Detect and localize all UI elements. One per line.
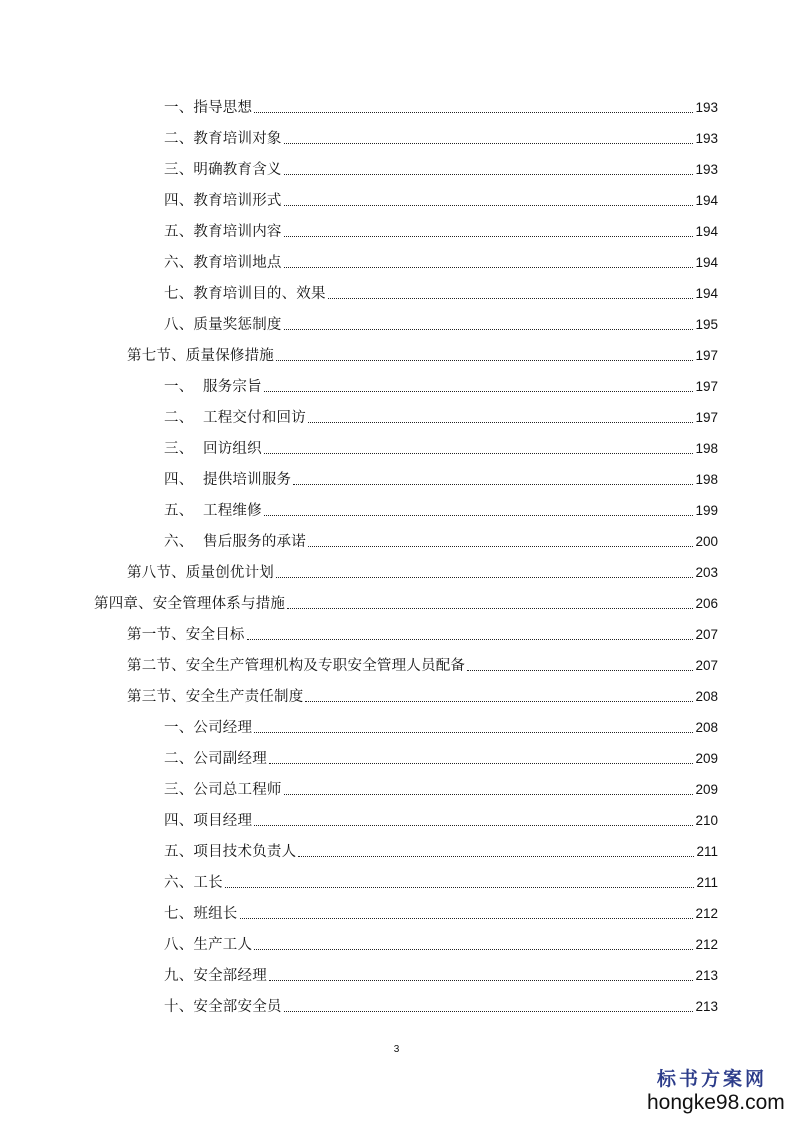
toc-entry-title: 八、生产工人 (164, 937, 253, 953)
toc-entry-page: 197 (695, 348, 718, 363)
toc-entry-page: 206 (695, 596, 718, 611)
toc-entry-page: 199 (695, 503, 718, 518)
toc-entry-page: 198 (695, 441, 718, 456)
toc-leader (269, 980, 694, 981)
toc-leader (284, 1011, 694, 1012)
toc-entry-title: 一、公司经理 (164, 720, 253, 736)
toc-entry[interactable] (127, 341, 718, 365)
toc-leader (284, 794, 694, 795)
toc-entry-page: 212 (695, 937, 718, 952)
toc-entry-page: 200 (695, 534, 718, 549)
toc-entry[interactable] (164, 899, 718, 923)
toc-entry-title: 三、明确教育含义 (164, 162, 282, 178)
toc-leader (284, 205, 694, 206)
toc-leader (254, 825, 693, 826)
watermark-domain: hongke98.com (647, 1091, 785, 1114)
toc-entry-title: 五、项目技术负责人 (164, 844, 297, 860)
toc-entry-title: 第七节、质量保修措施 (127, 348, 274, 364)
toc-leader (276, 577, 693, 578)
toc-entry-page: 207 (695, 627, 718, 642)
toc-entry-title: 第八节、质量创优计划 (127, 565, 274, 581)
toc-entry-title: 一、 服务宗旨 (164, 379, 262, 395)
toc-entry[interactable] (164, 186, 718, 210)
toc-entry[interactable] (164, 837, 718, 861)
toc-entry[interactable] (164, 744, 718, 768)
toc-entry[interactable] (164, 310, 718, 334)
toc-leader (328, 298, 694, 299)
toc-entry-title: 第三节、安全生产责任制度 (127, 689, 304, 705)
toc-entry[interactable] (164, 403, 718, 427)
toc-entry[interactable] (164, 465, 718, 489)
toc-entry-page: 211 (696, 844, 718, 859)
page-number: 3 (393, 1044, 400, 1055)
toc-entry-page: 209 (695, 751, 718, 766)
toc-leader (225, 887, 695, 888)
toc-leader (293, 484, 693, 485)
toc-leader (264, 453, 694, 454)
toc-entry[interactable] (164, 868, 718, 892)
toc-entry[interactable] (164, 992, 718, 1016)
toc-leader (284, 143, 694, 144)
toc-entry[interactable] (127, 651, 718, 675)
toc-entry-title: 三、 回访组织 (164, 441, 262, 457)
toc-entry-page: 194 (695, 193, 718, 208)
watermark-title: 标书方案网 (656, 1068, 767, 1090)
toc-entry[interactable] (164, 279, 718, 303)
toc-entry-title: 四、教育培训形式 (164, 193, 282, 209)
toc-entry-title: 十、安全部安全员 (164, 999, 282, 1015)
toc-entry-page: 203 (695, 565, 718, 580)
toc-entry[interactable] (164, 961, 718, 985)
toc-entry-page: 208 (695, 720, 718, 735)
toc-entry[interactable] (164, 496, 718, 520)
toc-entry-title: 四、 提供培训服务 (164, 472, 292, 488)
toc-leader (254, 112, 693, 113)
toc-entry-title: 六、教育培训地点 (164, 255, 282, 271)
toc-entry-page: 209 (695, 782, 718, 797)
toc-leader (254, 732, 693, 733)
toc-entry[interactable] (164, 217, 718, 241)
toc-entry-page: 207 (695, 658, 718, 673)
toc-leader (284, 329, 694, 330)
toc-leader (284, 267, 694, 268)
toc-entry-page: 208 (695, 689, 718, 704)
toc-entry-title: 九、安全部经理 (164, 968, 267, 984)
toc-entry[interactable] (127, 620, 718, 644)
toc-leader (298, 856, 694, 857)
toc-entry-title: 三、公司总工程师 (164, 782, 282, 798)
toc-entry-title: 七、班组长 (164, 906, 238, 922)
watermark (647, 1068, 785, 1116)
toc-entry[interactable] (164, 775, 718, 799)
toc-entry[interactable] (164, 930, 718, 954)
toc-entry[interactable] (164, 124, 718, 148)
toc-entry-title: 二、公司副经理 (164, 751, 267, 767)
toc-entry[interactable] (164, 713, 718, 737)
toc-entry[interactable] (164, 372, 718, 396)
toc-entry-page: 193 (695, 100, 718, 115)
toc-entry[interactable] (127, 558, 718, 582)
toc-entry[interactable] (164, 434, 718, 458)
toc-entry-page: 213 (695, 968, 718, 983)
toc-entry-page: 194 (695, 286, 718, 301)
toc-entry[interactable] (164, 806, 718, 830)
toc-leader (240, 918, 694, 919)
toc-entry-page: 210 (695, 813, 718, 828)
toc-entry-page: 195 (695, 317, 718, 332)
toc-leader (276, 360, 693, 361)
toc-leader (308, 422, 694, 423)
toc-entry-page: 197 (695, 410, 718, 425)
toc-leader (264, 515, 694, 516)
toc-entry-page: 213 (695, 999, 718, 1014)
toc-leader (264, 391, 694, 392)
toc-entry-page: 194 (695, 255, 718, 270)
toc-leader (467, 670, 693, 671)
toc-entry[interactable] (127, 682, 718, 706)
toc-entry-title: 五、 工程维修 (164, 503, 262, 519)
toc-entry-title: 二、教育培训对象 (164, 131, 282, 147)
toc-entry-page: 194 (695, 224, 718, 239)
toc-leader (284, 174, 694, 175)
toc-entry-title: 四、项目经理 (164, 813, 253, 829)
toc-entry[interactable] (164, 93, 718, 117)
toc-entry[interactable] (164, 527, 718, 551)
toc-entry-page: 193 (695, 131, 718, 146)
toc-entry-page: 211 (696, 875, 718, 890)
toc-leader (254, 949, 693, 950)
toc-entry-page: 193 (695, 162, 718, 177)
toc-entry-title: 五、教育培训内容 (164, 224, 282, 240)
toc-entry-title: 六、工长 (164, 875, 223, 891)
toc-entry-page: 198 (695, 472, 718, 487)
toc-entry-title: 二、 工程交付和回访 (164, 410, 306, 426)
toc-entry[interactable] (164, 248, 718, 272)
toc-leader (269, 763, 694, 764)
toc-entry[interactable] (164, 155, 718, 179)
toc-entry-title: 第四章、安全管理体系与措施 (94, 596, 286, 612)
toc-entry-title: 第二节、安全生产管理机构及专职安全管理人员配备 (127, 658, 466, 674)
toc-leader (287, 608, 693, 609)
toc-leader (247, 639, 694, 640)
toc-entry-page: 212 (695, 906, 718, 921)
toc-entry-title: 一、指导思想 (164, 100, 253, 116)
toc-entry-page: 197 (695, 379, 718, 394)
toc-entry-title: 第一节、安全目标 (127, 627, 245, 643)
toc-entry-title: 七、教育培训目的、效果 (164, 286, 326, 302)
toc-entry-title: 八、质量奖惩制度 (164, 317, 282, 333)
toc-leader (284, 236, 694, 237)
toc-entry-title: 六、 售后服务的承诺 (164, 534, 306, 550)
toc-entry[interactable] (94, 589, 718, 613)
toc-leader (305, 701, 693, 702)
toc-leader (308, 546, 694, 547)
